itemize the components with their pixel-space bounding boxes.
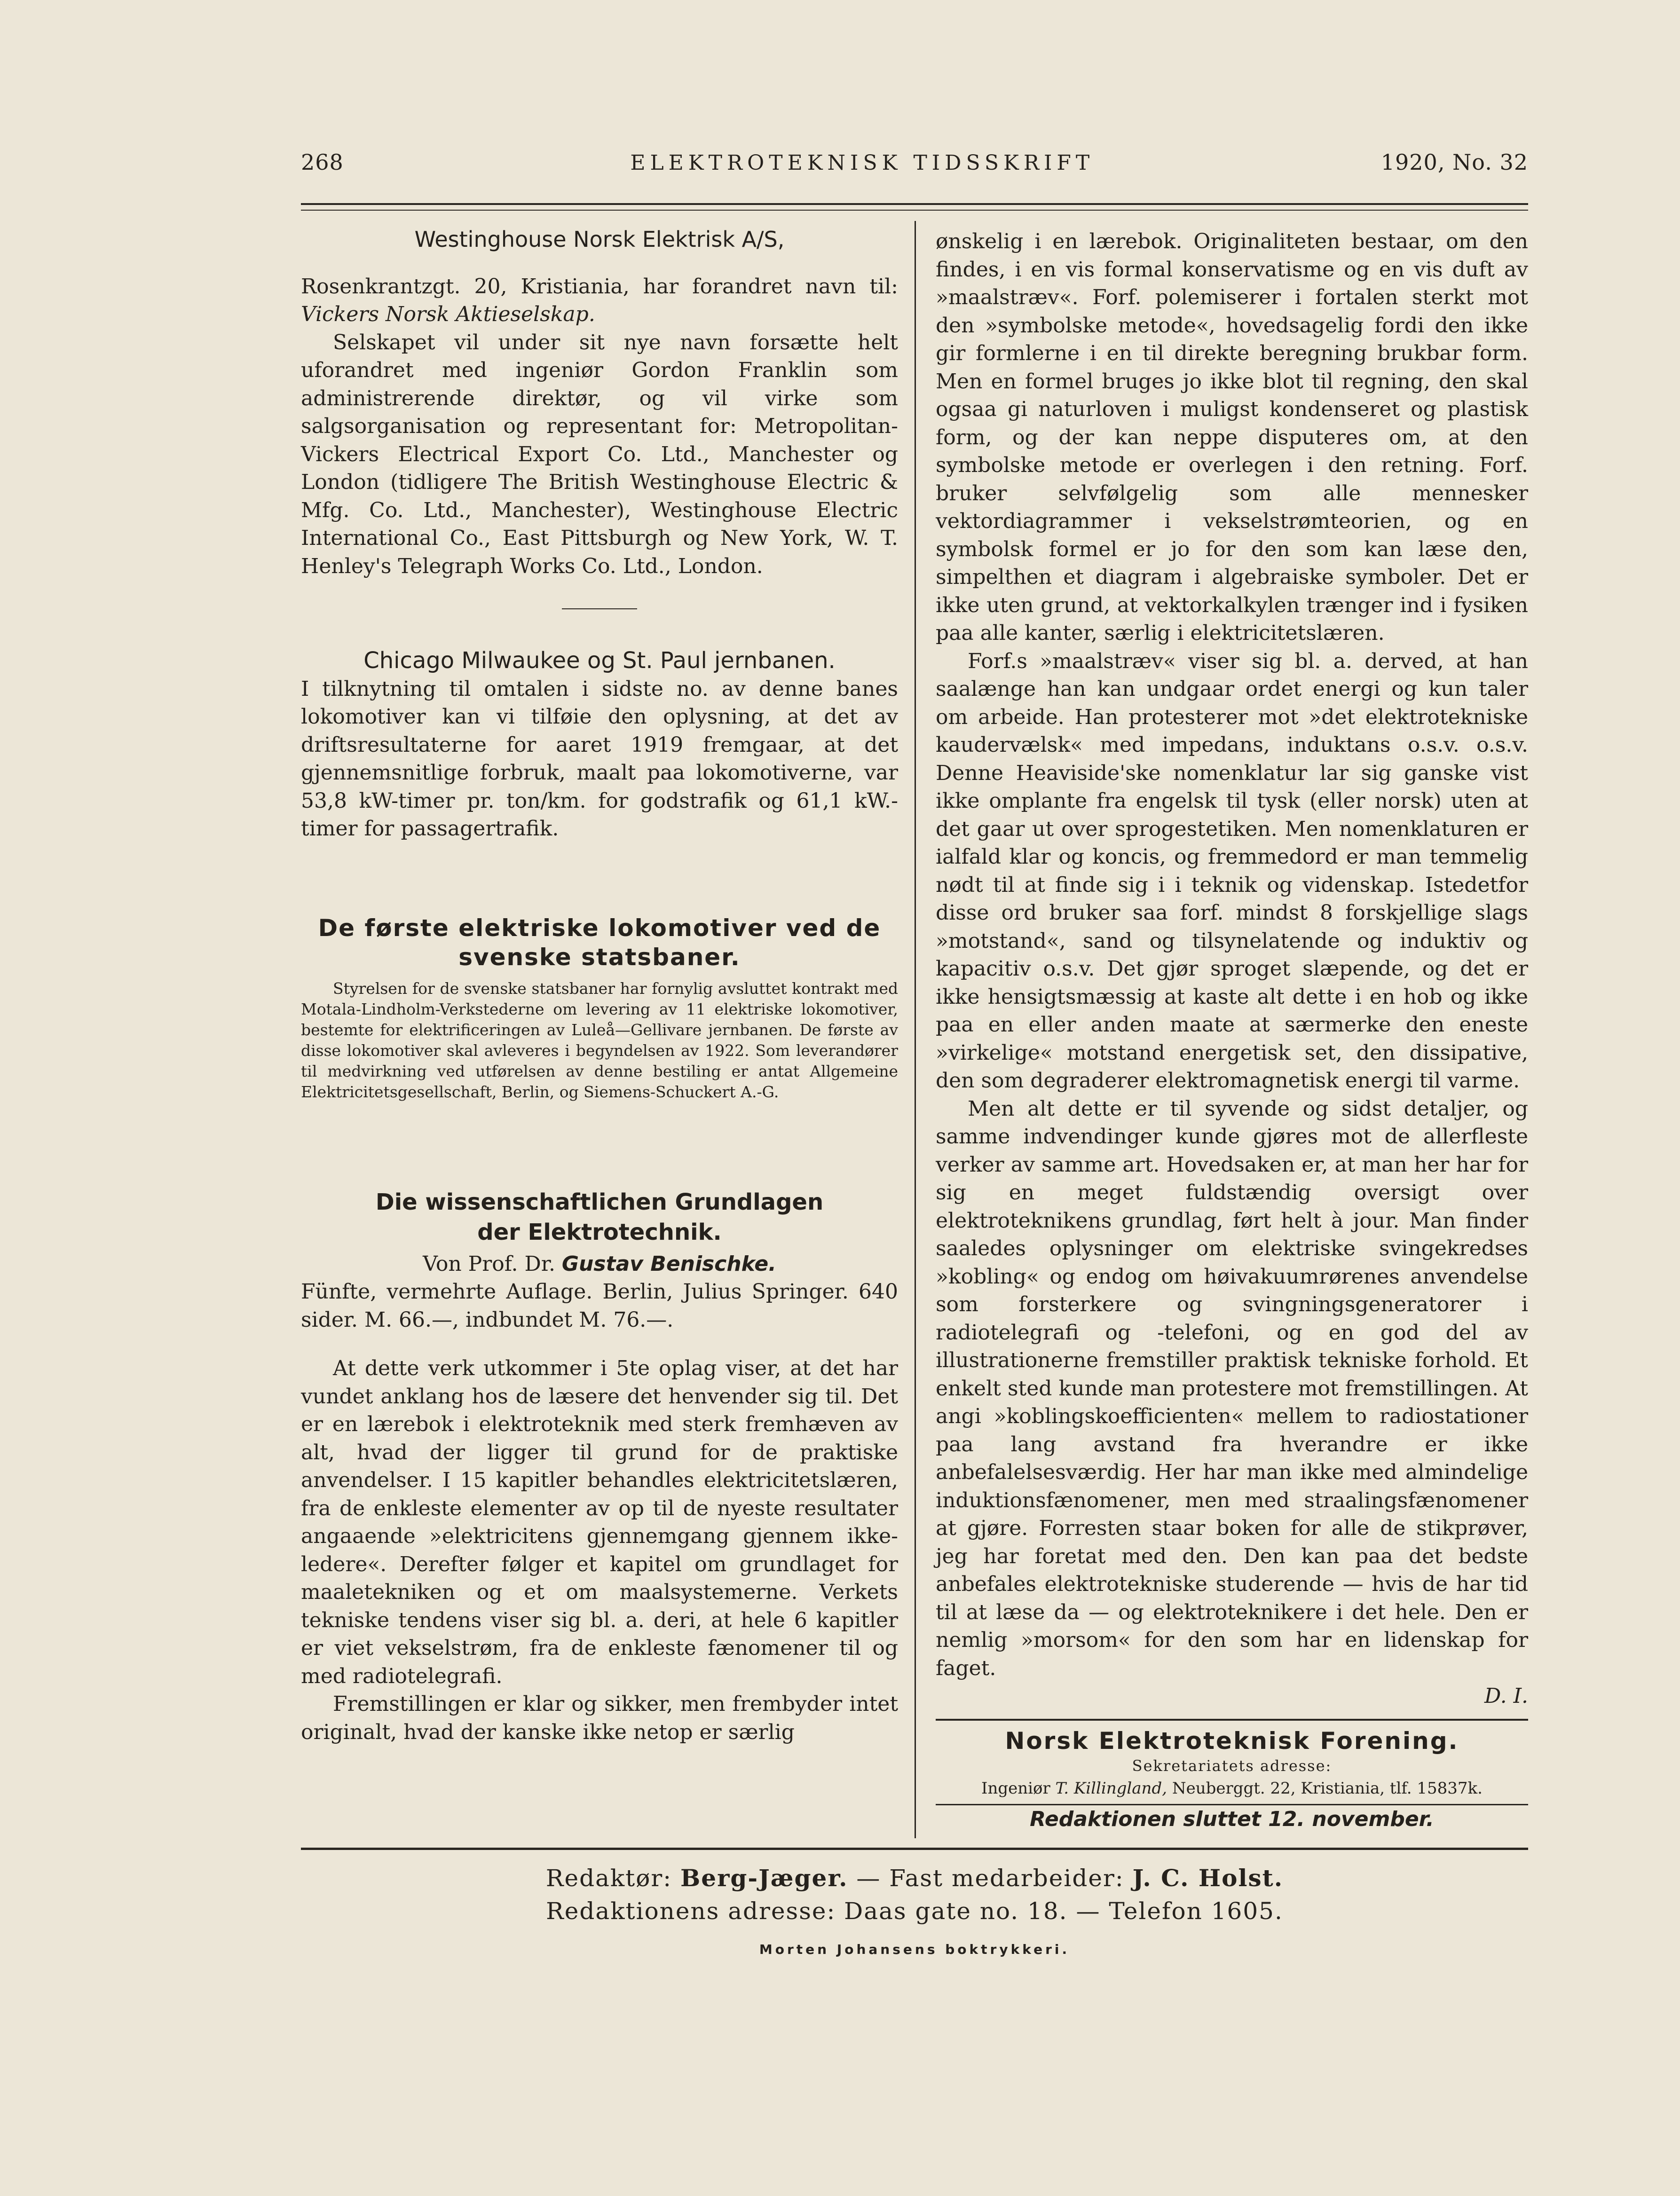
association-notice [936, 1719, 1528, 1806]
right-column [936, 228, 1528, 1834]
review-paragraph-1: At dette verk utkommer i 5te oplag viser, at det har vundet anklang hos de læsere det henvender sig til. Det er en lærebok i elektroteknik med sterk fremhæven av alt, hvad der ligger til grund for de praktiske anvendelser. I 15 kapitler behandles elektricitetslæren, fra de enkleste elementer av op til de nyeste resultater angaaende »elektricitens gjennemgang gjennem ikke-ledere«. Derefter følger et kapitel om grundlaget for maaletekniken og et om maalsystemerne. Verkets tekniske tendens viser sig bl. a. deri, at hele 6 kapitler er viet vekselstrøm, fra de enkleste fænomener til og med radiotelegrafi. [301, 1356, 898, 1688]
association-address [936, 1777, 1528, 1800]
printer-credit: Morten Johansens boktrykkeri. [759, 1942, 1070, 1957]
chicago-body: I tilknytning til omtalen i sidste no. av denne banes lokomotiver kan vi tilføie den oplysning, at det av driftsresultaterne for aaret 1919 fremgaar, at det gjennemsnitlige forbruk, maalt paa lokomotiverne, var 53,8 kW-timer pr. ton/km. for godstrafik og 61,1 kW.-timer for passagertrafik. [301, 677, 898, 841]
page-number: 268 [301, 150, 344, 175]
footer [301, 1862, 1528, 1928]
association-title: Norsk Elektroteknisk Forening. [1005, 1727, 1459, 1755]
footer-rule [301, 1848, 1528, 1850]
review-heading [301, 1187, 898, 1247]
svenska-body: Styrelsen for de svenske statsbaner har fornylig avsluttet kontrakt med Motala-Lindholm-Verkstederne om levering av 11 elektriske lokomotiver, bestemte for elektrificeringen av Luleå—Gellivare jernbanen. De første av disse lokomotiver skal avleveres i begyndelsen av 1922. Som leverandører til medvirkning ved utførelsen av denne bestiling er antat Allgemeine Elektricitetsgesellschaft, Berlin, og Siemens-Schuckert A.-G. [301, 979, 898, 1101]
spacer [301, 843, 898, 913]
contributor-name: J. C. Holst. [1132, 1864, 1284, 1892]
westinghouse-paragraph-2: Selskapet vil under sit nye navn forsætte helt uforandret med ingeniør Gordon Franklin som administrerende direktør, og vil virke som salgsorganisation og representant for: Metropolitan-Vickers Electrical Export Co. Ltd., Manchester og London (tidligere The British Westinghouse Electric & Mfg. Co. Ltd., Manchester), Westinghouse Electric International Co., East Pittsburgh og New York, W. T. Henley's Telegraph Works Co. Ltd., London. [301, 330, 898, 578]
editorial-closed-notice: Redaktionen sluttet 12. november. [1030, 1807, 1434, 1831]
issue-number: 1920, No. 32 [1380, 150, 1528, 175]
westinghouse-p1-text: Rosenkrantzgt. 20, Kristiania, har forandret navn til: [301, 274, 898, 299]
review-paragraph-2-start: Fremstillingen er klar og sikker, men frembyder intet originalt, hvad der kanske ikke netop er særlig [301, 1692, 898, 1744]
westinghouse-paragraph-1 [301, 273, 898, 329]
review-paragraph-4: Men alt dette er til syvende og sidst detaljer, og samme indvendinger kunde gjøres mot de allerfleste verker av samme art. Hovedsaken er, at man her har for sig en meget fuldstændig oversigt over elektroteknikens grundlag, ført helt à jour. Man finder saaledes oplysninger om elektriske svingekredses »kobling« og endog om høivakuumrørenes anvendelse som forsterkere og svingningsgeneratorer i radiotelegrafi og -telefoni, og en god del av illustrationerne fremstiller praktisk tekniske forhold. Et enkelt sted kunde man protestere mot fremstillingen. At angi »koblingskoefficienten« mellem to radiostationer paa lang avstand fra hverandre er ikke anbefalelsesværdig. Her har man ikke med almindelige induktionsfænomener, men med straalingsfænomener at gjøre. Forresten staar boken for alle de stikprøver, jeg har foretat med den. Den kan paa det bedste anbefales elektrotekniske studerende — hvis de har tid til at læse da — og elektroteknikere i det hele. Den er nemlig »morsom« for den som har en lidenskap for faget. [936, 1096, 1528, 1680]
journal-title: ELEKTROTEKNISK TIDSSKRIFT [630, 151, 1095, 175]
review-signature: D. I. [1484, 1684, 1528, 1708]
contributor-label: — Fast medarbeider: [848, 1865, 1133, 1892]
chicago-heading: Chicago Milwaukee og St. Paul jernbanen. [363, 647, 836, 674]
svenska-heading-line-2: svenske statsbaner. [458, 943, 741, 971]
svenska-heading-line-1: De første elektriske lokomotiver ved de [318, 914, 881, 942]
editor-name: Berg-Jæger. [680, 1864, 848, 1892]
association-contact-name: T. Killingland, [1055, 1779, 1167, 1798]
review-paragraph-2-continued: ønskelig i en lærebok. Originaliteten bestaar, om den findes, i en vis formal konservatisme og en vis duft av »maalstræv«. Forf. polemiserer i fortalen sterkt mot den »symbolske metode«, hovedsagelig fordi den ikke gir formlerne i en til direkte beregning brukbar form. Men en formel bruges jo ikke blot til regning, den skal ogsaa gi naturloven i muligst kondenseret og plastisk form, og der kan neppe disputeres om, at den symbolske metode er overlegen i den retning. Forf. bruker selvfølgelig som alle mennesker vektordiagrammer i vekselstrømteorien, og en symbolsk formel er jo for den som kan læse den, simpelthen et diagram i algebraiske symboler. Det er ikke uten grund, at vektorkalkylen trænger ind i fysiken paa alle kanter, særlig i elektricitetslæren. [936, 229, 1528, 645]
footer-address: Redaktionens adresse: Daas gate no. 18. — Telefon 1605. [546, 1897, 1283, 1925]
spacer [301, 1334, 898, 1354]
section-divider [562, 608, 637, 609]
association-subtitle: Sekretariatets adresse: [1132, 1757, 1332, 1775]
spacer [301, 1102, 898, 1187]
footer-editors [301, 1862, 1528, 1895]
review-paragraph-3: Forf.s »maalstræv« viser sig bl. a. derved, at han saalænge han kan undgaar ordet energi og kun taler om arbeide. Han protesterer mot »det elektrotekniske kaudervælsk« med impedans, induktans o.s.v. o.s.v. Denne Heaviside'ske nomenklatur lar sig ganske vist ikke omplante fra engelsk til tysk (eller norsk) uten at det gaar ut over sprogestetiken. Men nomenklaturen er ialfald klar og koncis, og fremmedord er man temmelig nødt til at finde sig i i teknik og videnskap. Istedetfor disse ord bruker saa forf. mindst 8 forskjellige slags »motstand«, sand og tilsynelatende og induktiv og kapacitiv o.s.v. Det gjør sproget slæpende, og det er ikke hensigtsmæssig at kaste alt dette i en hob og ikke paa en eller anden maate at særmerke den eneste »virkelige« motstand energetisk set, den dissipative, den som degraderer elektromagnetisk energi til varme. [936, 649, 1528, 1093]
editor-label: Redaktør: [545, 1865, 681, 1892]
westinghouse-new-name: Vickers Norsk Aktieselskap. [301, 302, 595, 326]
review-author-name: Gustav Benischke. [561, 1251, 776, 1276]
association-address-rest: Neuberggt. 22, Kristiania, tlf. 15837k. [1167, 1779, 1483, 1798]
review-heading-line-1: Die wissenschaftlichen Grundlagen [375, 1189, 824, 1215]
review-edition: Fünfte, vermehrte Auflage. Berlin, Julius Springer. 640 sider. M. 66.—, indbundet M. 76.—. [301, 1280, 898, 1332]
running-header [301, 150, 1528, 175]
left-column [301, 226, 898, 1746]
svenska-heading [301, 913, 898, 972]
header-rule [301, 203, 1528, 211]
column-divider [915, 221, 916, 1838]
review-author-prefix: Von Prof. Dr. [423, 1251, 562, 1276]
review-author [301, 1250, 898, 1278]
association-address-prefix: Ingeniør [981, 1779, 1056, 1798]
review-heading-line-2: der Elektrotechnik. [477, 1219, 722, 1245]
westinghouse-heading: Westinghouse Norsk Elektrisk A/S, [414, 227, 785, 252]
